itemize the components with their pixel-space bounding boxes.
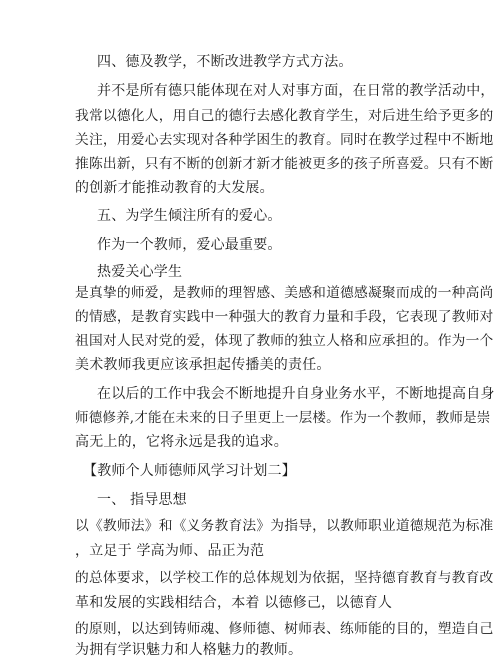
text-line: 作为一个教师，爱心最重要。 — [97, 237, 282, 253]
text-line: 关注，用爱心去实现对各种学困生的教育。同时在教学过程中不断地 — [75, 132, 494, 148]
text-line: 革和发展的实践相结合，本着 以德修己，以德育人 — [75, 595, 393, 611]
section-heading: 【教师个人师德师风学习计划二】 — [83, 463, 296, 479]
text-line: 四、德及教学，不断改进教学方式方法。 — [97, 54, 353, 70]
text-line: 我常以德化人，用自己的德行去感化教育学生，对后进生给予更多的 — [75, 108, 494, 124]
text-line: 高无上的，它将永远是我的追求。 — [75, 434, 288, 450]
text-line: 以《教师法》和《义务教育法》为指导，以教师职业道德规范为标准 — [75, 518, 494, 534]
text-line: 的创新才能推动教育的大发展。 — [75, 180, 274, 196]
text-line: 美术教师我更应该承担起传播美的责任。 — [75, 357, 331, 373]
text-line: 为拥有学识魅力和人格魅力的教师。 — [75, 642, 303, 658]
text-line: 是真挚的师爱，是教师的理智感、美感和道德感凝聚而成的一种高尚 — [75, 285, 494, 301]
text-line: 一、 指导思想 — [97, 492, 187, 508]
text-line: 推陈出新，只有不断的创新才新才能被更多的孩子所喜爱。只有不断 — [75, 156, 494, 172]
text-line: 的总体要求，以学校工作的总体规划为依据，坚持德育教育与教育改 — [75, 570, 494, 586]
text-line: 师德修养,才能在未来的日子里更上一层楼。作为一个教师，教师是崇 — [75, 410, 491, 426]
text-line: 祖国对人民对党的爱，体现了教师的独立人格和应承担的。作为一个 — [75, 333, 494, 349]
text-line: 在以后的工作中我会不断地提升自身业务水平，不断地提高自身 — [97, 386, 495, 402]
text-line: 的情感，是教育实践中一种强大的教育力量和手段，它表现了教师对 — [75, 309, 494, 325]
text-line: 热爱关心学生 — [97, 264, 183, 280]
text-line: 五、为学生倾注所有的爱心。 — [97, 208, 282, 224]
text-line: 并不是所有德只能体现在对人对事方面，在日常的教学活动中， — [97, 83, 495, 99]
text-line: ，立足于 学高为师、品正为范 — [75, 543, 265, 559]
text-line: 的原则，以达到铸师魂、修师德、树师表、练师能的目的，塑造自己 — [75, 621, 494, 637]
